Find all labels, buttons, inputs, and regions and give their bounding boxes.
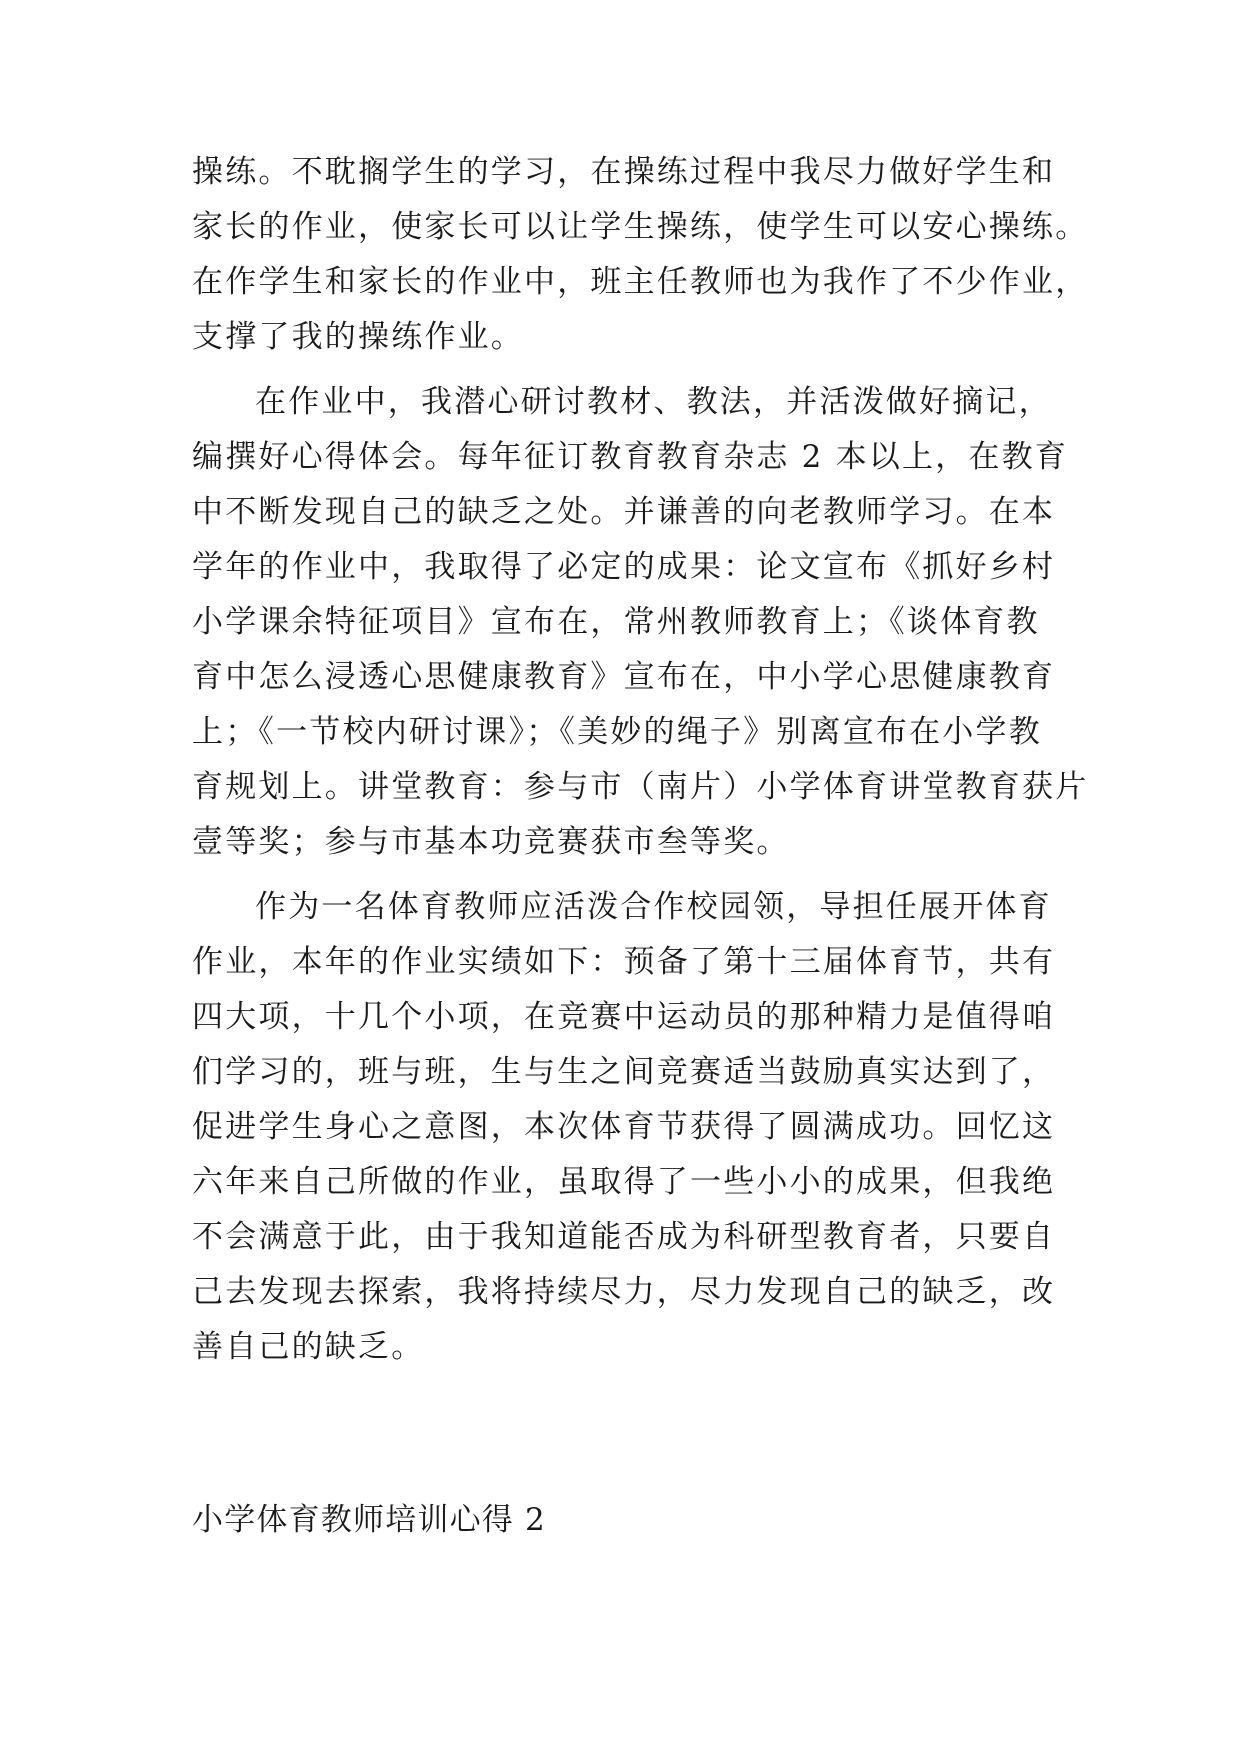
paragraph-line: 家长的作业，使家长可以让学生操练，使学生可以安心操练。 [192,209,1089,245]
paragraph-line: 作为一名体育教师应活泼合作校园领，导担任展开体育 [255,889,1052,925]
paragraph-line: 育规划上。讲堂教育：参与市（南片）小学体育讲堂教育获片 [192,769,1089,805]
paragraph-line: 六年来自己所做的作业，虽取得了一些小小的成果，但我绝 [192,1164,1056,1200]
paragraph-line: 们学习的，班与班，生与生之间竞赛适当鼓励真实达到了， [192,1054,1056,1090]
section-heading: 小学体育教师培训心得 2 [192,1502,546,1538]
paragraph-line: 四大项，十几个小项，在竞赛中运动员的那种精力是值得咱 [192,999,1056,1035]
paragraph-line: 促进学生身心之意图，本次体育节获得了圆满成功。回忆这 [192,1109,1056,1145]
paragraph-line: 己去发现去探索，我将持续尽力，尽力发现自己的缺乏，改 [192,1274,1056,1310]
paragraph-line: 支撑了我的操练作业。 [192,319,524,355]
paragraph-line: 不会满意于此，由于我知道能否成为科研型教育者，只要自 [192,1219,1056,1255]
paragraph-line: 善自己的缺乏。 [192,1329,425,1365]
paragraph-line: 在作业中，我潜心研讨教材、教法，并活泼做好摘记， [255,384,1052,420]
paragraph-line: 上；《一节校内研讨课》；《美妙的绳子》别离宣布在小学教 [192,714,1042,750]
paragraph-line: 中不断发现自己的缺乏之处。并谦善的向老教师学习。在本 [192,494,1056,530]
paragraph-line: 小学课余特征项目》宣布在，常州教师教育上；《谈体育教 [192,604,1040,640]
paragraph-line: 编撰好心得体会。每年征订教育教育杂志 2 本以上，在教育 [192,439,1069,475]
paragraph-line: 育中怎么浸透心思健康教育》宣布在，中小学心思健康教育 [192,659,1056,695]
paragraph-line: 壹等奖；参与市基本功竞赛获市叁等奖。 [192,824,790,860]
paragraph-line: 在作学生和家长的作业中，班主任教师也为我作了不少作业， [192,264,1089,300]
paragraph-line: 作业，本年的作业实绩如下：预备了第十三届体育节，共有 [192,944,1056,980]
paragraph-line: 学年的作业中，我取得了必定的成果：论文宣布《抓好乡村 [192,549,1056,585]
paragraph-line: 操练。不耽搁学生的学习，在操练过程中我尽力做好学生和 [192,154,1056,190]
